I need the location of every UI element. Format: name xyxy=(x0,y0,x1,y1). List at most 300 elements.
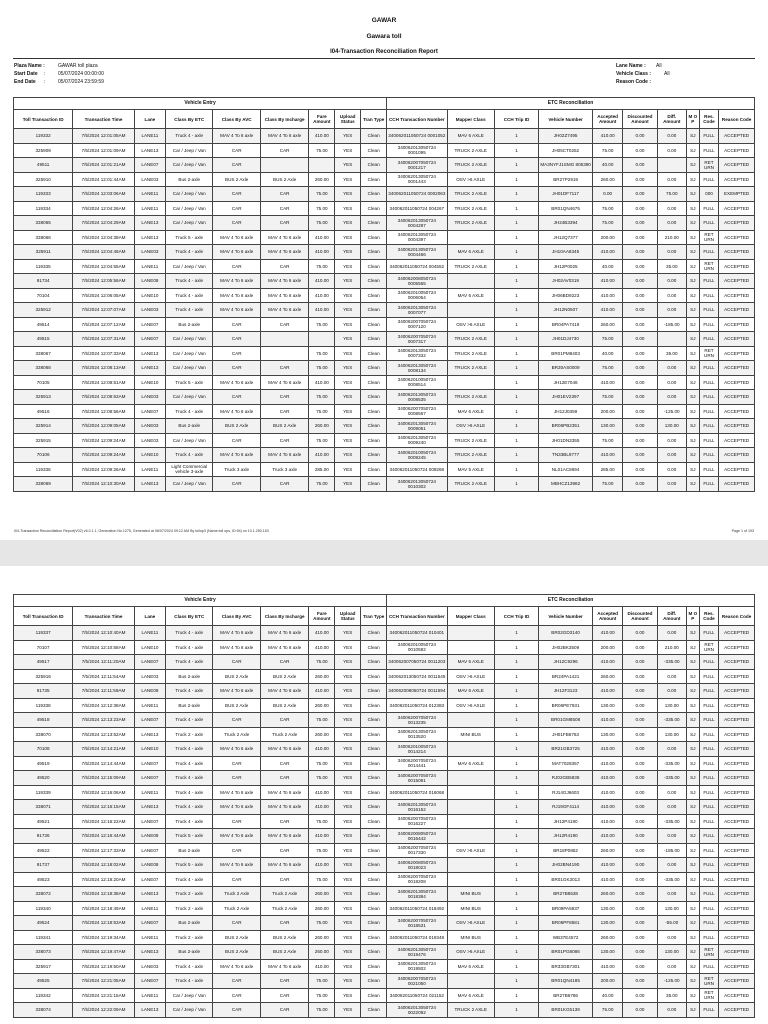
cell-class-by-incharge: CAR xyxy=(260,872,309,887)
cell-diff-amount: 0.00 xyxy=(657,829,686,844)
cell-lane: LANE03 xyxy=(134,669,165,684)
cell-mapper-class: TRUCK 2 AXLE xyxy=(447,361,494,376)
cell-upload-status: YES xyxy=(335,669,361,684)
cell-diff-amount: -335.00 xyxy=(657,655,686,670)
cell-upload-status: YES xyxy=(335,872,361,887)
cell-mop: SJ xyxy=(686,172,699,187)
cell-class-by-avc: CAR xyxy=(213,332,260,347)
cell-class-by-avc: MAV 4 To 6 axle xyxy=(213,640,260,655)
cell-fare-amount: 75.00 xyxy=(309,433,335,448)
cell-cch-trip-id: 1 xyxy=(494,655,538,670)
group-etc-reconciliation: ETC Reconciliation xyxy=(387,98,755,110)
cell-upload-status: YES xyxy=(335,713,361,728)
cell-discounted-amount: 0.00 xyxy=(623,988,658,1003)
cell-lane: LANE10 xyxy=(134,448,165,463)
cell-mapper-class xyxy=(447,872,494,887)
cell-accepted-amount: 200.00 xyxy=(593,974,623,989)
transaction-table-page-2 xyxy=(13,594,755,1018)
col-header-res-code: Res. Code xyxy=(699,607,718,626)
table-row xyxy=(14,916,755,931)
cell-fare-amount: 410.00 xyxy=(309,626,335,641)
cell-mapper-class: MINI BUS xyxy=(447,727,494,742)
cell-lane: LANE07 xyxy=(134,771,165,786)
cell-accepted-amount: 260.00 xyxy=(593,930,623,945)
cell-lane: LANE03 xyxy=(134,172,165,187)
cell-class-by-etc: Light Commercial vehicle 3-axle xyxy=(166,462,213,477)
cell-upload-status: YES xyxy=(335,346,361,361)
cell-discounted-amount: 0.00 xyxy=(623,390,658,405)
cell-upload-status: YES xyxy=(335,988,361,1003)
cell-reason-code: ACCEPTED xyxy=(719,858,755,873)
cell-discounted-amount: 0.00 xyxy=(623,259,658,274)
cell-mop: SJ xyxy=(686,317,699,332)
cell-mapper-class: MAV 5 AXLE xyxy=(447,462,494,477)
table-row xyxy=(14,216,755,231)
table-row xyxy=(14,698,755,713)
cell-diff-amount: 130.00 xyxy=(657,698,686,713)
cell-lane: LANE11 xyxy=(134,901,165,916)
cell-class-by-etc: Car / Jeep / Van xyxy=(166,1003,213,1018)
cell-mop: SJ xyxy=(686,361,699,376)
table-row xyxy=(14,288,755,303)
cell-class-by-avc: CAR xyxy=(213,843,260,858)
cell-tran-type: Clean xyxy=(361,332,387,347)
cell-upload-status: YES xyxy=(335,361,361,376)
cell-lane: LANE11 xyxy=(134,129,165,144)
cell-discounted-amount: 0.00 xyxy=(623,303,658,318)
cell-transaction-time: 7/5/2024 12:18:53AM xyxy=(73,916,134,931)
table-row xyxy=(14,640,755,655)
cell-discounted-amount: 0.00 xyxy=(623,843,658,858)
cell-accepted-amount: 410.00 xyxy=(593,626,623,641)
cell-vehicle-number: BR30AS0009 xyxy=(539,361,593,376)
cell-res-code: FULL xyxy=(699,669,718,684)
cell-mapper-class: TRUCK 2 AXLE xyxy=(447,187,494,202)
cell-toll-transaction-id: 119338 xyxy=(14,698,73,713)
cell-lane: LANE03 xyxy=(134,433,165,448)
cell-tran-type: Clean xyxy=(361,626,387,641)
cell-discounted-amount: 0.00 xyxy=(623,419,658,434)
cell-diff-amount: 0.00 xyxy=(657,477,686,492)
cell-reason-code: ACCEPTED xyxy=(719,829,755,844)
table-row xyxy=(14,887,755,902)
cell-diff-amount: -185.00 xyxy=(657,843,686,858)
cell-accepted-amount: 410.00 xyxy=(593,448,623,463)
cell-res-code: FULL xyxy=(699,901,718,916)
cell-discounted-amount: 0.00 xyxy=(623,640,658,655)
cell-class-by-etc: Truck 4 - axle xyxy=(166,245,213,260)
cell-class-by-incharge: BUS 2 Axle xyxy=(260,172,309,187)
cell-cch-transaction-number: 340062011050724 018492 xyxy=(387,901,447,916)
cell-class-by-avc: MAV 4 To 6 axle xyxy=(213,800,260,815)
cell-transaction-time: 7/5/2024 12:10:40AM xyxy=(73,626,134,641)
vclass-label: Vehicle Class : xyxy=(616,71,652,77)
cell-class-by-incharge: CAR xyxy=(260,713,309,728)
cell-class-by-avc: CAR xyxy=(213,756,260,771)
cell-toll-transaction-id: 325913 xyxy=(14,390,73,405)
cell-cch-transaction-number: 340062007050724 0016227 xyxy=(387,814,447,829)
cell-class-by-incharge: CAR xyxy=(260,988,309,1003)
report-params-left xyxy=(14,62,104,86)
cell-class-by-incharge: MAV 4 To 6 axle xyxy=(260,274,309,289)
cell-discounted-amount: 0.00 xyxy=(623,800,658,815)
cell-toll-transaction-id: 119333 xyxy=(14,187,73,202)
cell-toll-transaction-id: 49516 xyxy=(14,404,73,419)
cell-mop: SJ xyxy=(686,216,699,231)
cell-cch-trip-id: 1 xyxy=(494,274,538,289)
cell-res-code: RET URN xyxy=(699,158,718,173)
cell-upload-status: YES xyxy=(335,858,361,873)
plaza-value: GAWAR toll plaza xyxy=(58,63,98,69)
cell-upload-status: YES xyxy=(335,216,361,231)
cell-diff-amount: 0.00 xyxy=(657,288,686,303)
cell-reason-code: ACCEPTED xyxy=(719,477,755,492)
cell-res-code: FULL xyxy=(699,771,718,786)
cell-class-by-incharge: CAR xyxy=(260,404,309,419)
cell-mapper-class: OSV >6 AXLE xyxy=(447,317,494,332)
cell-accepted-amount: 130.00 xyxy=(593,727,623,742)
cell-diff-amount: 0.00 xyxy=(657,626,686,641)
cell-vehicle-number: BR06PE7931 xyxy=(539,698,593,713)
cell-reason-code: ACCEPTED xyxy=(719,843,755,858)
cell-toll-transaction-id: 70108 xyxy=(14,742,73,757)
cell-class-by-incharge: CAR xyxy=(260,317,309,332)
cell-vehicle-number: RJ02GB5838 xyxy=(539,771,593,786)
cell-vehicle-number: BR21GB3725 xyxy=(539,742,593,757)
cell-vehicle-number: JH12E7046 xyxy=(539,375,593,390)
col-header-mop: M O P xyxy=(686,607,699,626)
cell-diff-amount: -125.00 xyxy=(657,974,686,989)
cell-accepted-amount: 260.00 xyxy=(593,172,623,187)
cell-upload-status: YES xyxy=(335,245,361,260)
cell-lane: LANE13 xyxy=(134,945,165,960)
cell-upload-status: YES xyxy=(335,742,361,757)
cell-accepted-amount: 410.00 xyxy=(593,959,623,974)
cell-fare-amount: 410.00 xyxy=(309,288,335,303)
cell-class-by-incharge: MAV 4 To 6 axle xyxy=(260,785,309,800)
cell-tran-type: Clean xyxy=(361,640,387,655)
cell-cch-transaction-number: 340062010050724 0009245 xyxy=(387,448,447,463)
cell-vehicle-number: BR33GB7301 xyxy=(539,959,593,974)
col-header-transaction-time: Transaction Time xyxy=(73,607,134,626)
cell-cch-transaction-number: 340062013050724 0011545 xyxy=(387,669,447,684)
cell-lane: LANE03 xyxy=(134,419,165,434)
cell-accepted-amount: 75.00 xyxy=(593,1003,623,1018)
cell-class-by-etc: Car / Jeep / Van xyxy=(166,201,213,216)
cell-class-by-avc: MAV 4 To 6 axle xyxy=(213,404,260,419)
cell-class-by-etc: Truck 2 - axle xyxy=(166,930,213,945)
cell-upload-status: YES xyxy=(335,187,361,202)
cell-class-by-etc: Bus 2-axle xyxy=(166,698,213,713)
cell-reason-code: ACCEPTED xyxy=(719,698,755,713)
cell-accepted-amount: 75.00 xyxy=(593,433,623,448)
cell-fare-amount: 75.00 xyxy=(309,843,335,858)
cell-cch-transaction-number: 340062013050724 0007332 xyxy=(387,346,447,361)
cell-res-code: FULL xyxy=(699,216,718,231)
cell-class-by-incharge xyxy=(260,346,309,361)
cell-mapper-class: MAV 6 AXLE xyxy=(447,245,494,260)
cell-accepted-amount: 410.00 xyxy=(593,785,623,800)
cell-class-by-etc: Car / Jeep / Van xyxy=(166,158,213,173)
cell-cch-transaction-number: 340062011050724 0002063 xyxy=(387,187,447,202)
cell-upload-status: YES xyxy=(335,419,361,434)
cell-toll-transaction-id: 119335 xyxy=(14,259,73,274)
cell-res-code: FULL xyxy=(699,419,718,434)
cell-transaction-time: 7/5/2024 12:11:54AM xyxy=(73,669,134,684)
cell-tran-type: Clean xyxy=(361,771,387,786)
lane-label: Lane Name : xyxy=(616,63,646,69)
cell-tran-type: Clean xyxy=(361,158,387,173)
cell-transaction-time: 7/5/2024 12:13:23AM xyxy=(73,713,134,728)
cell-mop: SJ xyxy=(686,901,699,916)
table-row xyxy=(14,742,755,757)
cell-diff-amount: 130.00 xyxy=(657,419,686,434)
cell-cch-trip-id: 1 xyxy=(494,829,538,844)
cell-vehicle-number: JH12Q7377 xyxy=(539,230,593,245)
cell-tran-type: Clean xyxy=(361,814,387,829)
cell-res-code: RET URN xyxy=(699,640,718,655)
cell-res-code: FULL xyxy=(699,361,718,376)
cell-diff-amount: 0.00 xyxy=(657,361,686,376)
cell-lane: LANE03 xyxy=(134,245,165,260)
cell-discounted-amount: 0.00 xyxy=(623,317,658,332)
cell-tran-type: Clean xyxy=(361,419,387,434)
cell-reason-code: EXEMPTED xyxy=(719,187,755,202)
cell-fare-amount: 75.00 xyxy=(309,216,335,231)
org-name: GAWAR xyxy=(371,17,397,24)
cell-tran-type: Clean xyxy=(361,187,387,202)
cell-diff-amount: 0.00 xyxy=(657,800,686,815)
cell-discounted-amount: 0.00 xyxy=(623,785,658,800)
cell-res-code: FULL xyxy=(699,887,718,902)
cell-toll-transaction-id: 325912 xyxy=(14,303,73,318)
cell-class-by-incharge: MAV 4 To 6 axle xyxy=(260,684,309,699)
cell-tran-type: Clean xyxy=(361,988,387,1003)
cell-lane: LANE08 xyxy=(134,684,165,699)
cell-cch-trip-id: 1 xyxy=(494,669,538,684)
cell-diff-amount: 0.00 xyxy=(657,462,686,477)
cell-class-by-incharge: MAV 4 To 6 axle xyxy=(260,829,309,844)
cell-toll-transaction-id: 325917 xyxy=(14,959,73,974)
cell-diff-amount: 130.00 xyxy=(657,945,686,960)
cell-class-by-avc: Truck 2 Axle xyxy=(213,727,260,742)
cell-reason-code: ACCEPTED xyxy=(719,216,755,231)
cell-toll-transaction-id: 91736 xyxy=(14,829,73,844)
cell-tran-type: Clean xyxy=(361,800,387,815)
cell-cch-trip-id: 1 xyxy=(494,974,538,989)
table-row xyxy=(14,129,755,144)
cell-class-by-incharge: Truck 2 Axle xyxy=(260,727,309,742)
cell-discounted-amount: 0.00 xyxy=(623,727,658,742)
cell-res-code: FULL xyxy=(699,829,718,844)
cell-tran-type: Clean xyxy=(361,230,387,245)
cell-discounted-amount: 0.00 xyxy=(623,404,658,419)
cell-upload-status: YES xyxy=(335,390,361,405)
cell-mapper-class: OSV >6 AXLE xyxy=(447,172,494,187)
cell-fare-amount: 260.00 xyxy=(309,901,335,916)
cell-res-code: FULL xyxy=(699,303,718,318)
cell-reason-code: ACCEPTED xyxy=(719,390,755,405)
cell-fare-amount: 75.00 xyxy=(309,974,335,989)
cell-cch-transaction-number: 340062013050724 0019476 xyxy=(387,945,447,960)
table-row xyxy=(14,187,755,202)
cell-tran-type: Clean xyxy=(361,143,387,158)
cell-class-by-etc: Truck 2 - axle xyxy=(166,727,213,742)
cell-reason-code: ACCEPTED xyxy=(719,713,755,728)
cell-cch-trip-id: 1 xyxy=(494,814,538,829)
cell-transaction-time: 7/5/2024 12:22:09AM xyxy=(73,1003,134,1018)
cell-class-by-etc: Truck 4 - axle xyxy=(166,814,213,829)
cell-transaction-time: 7/5/2024 12:09:24AM xyxy=(73,448,134,463)
cell-mapper-class xyxy=(447,829,494,844)
col-header-lane: Lane xyxy=(134,607,165,626)
cell-vehicle-number: BR06PB2351 xyxy=(539,419,593,434)
cell-fare-amount: 410.00 xyxy=(309,640,335,655)
cell-mapper-class: OSV >6 AXLE xyxy=(447,843,494,858)
cell-accepted-amount: 40.00 xyxy=(593,259,623,274)
cell-vehicle-number: BR01QN4185 xyxy=(539,974,593,989)
cell-accepted-amount: 410.00 xyxy=(593,245,623,260)
cell-mapper-class: MAV 6 AXLE xyxy=(447,404,494,419)
cell-class-by-avc: MAV 4 To 6 axle xyxy=(213,959,260,974)
cell-class-by-etc: Bus 2-axle xyxy=(166,317,213,332)
col-header-vehicle-number: Vehicle Number xyxy=(539,110,593,129)
cell-cch-trip-id: 1 xyxy=(494,216,538,231)
cell-discounted-amount: 0.00 xyxy=(623,771,658,786)
cell-transaction-time: 7/5/2024 12:01:09AM xyxy=(73,143,134,158)
cell-transaction-time: 7/5/2024 12:18:20AM xyxy=(73,872,134,887)
reason-label: Reason Code : xyxy=(616,79,652,85)
cell-lane: LANE13 xyxy=(134,887,165,902)
cell-fare-amount: 75.00 xyxy=(309,771,335,786)
cell-cch-transaction-number: 340062007050724 0018208 xyxy=(387,872,447,887)
cell-cch-transaction-number: 340062011050724 016068 xyxy=(387,785,447,800)
cell-class-by-etc: Truck 4 - axle xyxy=(166,655,213,670)
cell-toll-transaction-id: 338069 xyxy=(14,477,73,492)
cell-reason-code: ACCEPTED xyxy=(719,771,755,786)
cell-class-by-avc: BUS 2 Axle xyxy=(213,172,260,187)
cell-reason-code: ACCEPTED xyxy=(719,800,755,815)
cell-class-by-avc: BUS 2 Axle xyxy=(213,945,260,960)
cell-res-code: FULL xyxy=(699,404,718,419)
cell-vehicle-number: JH10AA8345 xyxy=(539,245,593,260)
cell-cch-transaction-number: 340062013050724 0016152 xyxy=(387,800,447,815)
cell-fare-amount: 260.00 xyxy=(309,698,335,713)
cell-class-by-avc: MAV 4 To 6 axle xyxy=(213,245,260,260)
cell-vehicle-number: BR24PA1421 xyxy=(539,669,593,684)
cell-cch-trip-id: 1 xyxy=(494,843,538,858)
cell-class-by-etc: Truck 4 - axle xyxy=(166,448,213,463)
cell-toll-transaction-id: 49522 xyxy=(14,843,73,858)
cell-tran-type: Clean xyxy=(361,361,387,376)
cell-accepted-amount: 40.00 xyxy=(593,158,623,173)
cell-class-by-etc: Truck 4 - axle xyxy=(166,959,213,974)
cell-mapper-class: TRUCK 2 AXLE xyxy=(447,259,494,274)
cell-accepted-amount: 410.00 xyxy=(593,288,623,303)
cell-cch-transaction-number: 340062011050724 012383 xyxy=(387,698,447,713)
cell-mapper-class: MAV 6 AXLE xyxy=(447,959,494,974)
cell-class-by-etc: Truck 4 - axle xyxy=(166,742,213,757)
cell-discounted-amount: 0.00 xyxy=(623,433,658,448)
cell-diff-amount: 0.00 xyxy=(657,245,686,260)
cell-cch-trip-id: 1 xyxy=(494,375,538,390)
cell-fare-amount: 260.00 xyxy=(309,419,335,434)
cell-mop: SJ xyxy=(686,887,699,902)
cell-res-code: 000 xyxy=(699,187,718,202)
cell-fare-amount: 410.00 xyxy=(309,274,335,289)
cell-lane: LANE13 xyxy=(134,727,165,742)
cell-class-by-etc: Car / Jeep / Van xyxy=(166,259,213,274)
cell-diff-amount: -335.00 xyxy=(657,814,686,829)
cell-mop: SJ xyxy=(686,800,699,815)
cell-tran-type: Clean xyxy=(361,974,387,989)
cell-class-by-incharge: CAR xyxy=(260,259,309,274)
cell-mapper-class xyxy=(447,785,494,800)
cell-transaction-time: 7/5/2024 12:04:55AM xyxy=(73,259,134,274)
cell-fare-amount: 285.00 xyxy=(309,462,335,477)
cell-tran-type: Clean xyxy=(361,346,387,361)
cell-upload-status: YES xyxy=(335,916,361,931)
end-sep: : xyxy=(44,79,46,85)
cell-fare-amount: 75.00 xyxy=(309,655,335,670)
cell-vehicle-number: JH12F3123 xyxy=(539,684,593,699)
cell-mop: SJ xyxy=(686,930,699,945)
cell-upload-status: YES xyxy=(335,829,361,844)
table-row xyxy=(14,684,755,699)
col-header-toll-transaction-id: Toll Transaction ID xyxy=(14,110,73,129)
cell-discounted-amount: 0.00 xyxy=(623,274,658,289)
table-row xyxy=(14,230,755,245)
cell-toll-transaction-id: 49517 xyxy=(14,655,73,670)
cell-mop: SJ xyxy=(686,259,699,274)
cell-mop: SJ xyxy=(686,858,699,873)
cell-class-by-etc: Truck 4 - axle xyxy=(166,800,213,815)
cell-upload-status: YES xyxy=(335,288,361,303)
cell-class-by-avc: CAR xyxy=(213,713,260,728)
cell-vehicle-number: MAT7028357 xyxy=(539,756,593,771)
cell-cch-trip-id: 1 xyxy=(494,317,538,332)
cell-cch-transaction-number: 340062013050724 0008134 xyxy=(387,361,447,376)
table-row xyxy=(14,245,755,260)
cell-class-by-etc: Car / Jeep / Van xyxy=(166,187,213,202)
cell-class-by-etc: Truck 2 - axle xyxy=(166,887,213,902)
cell-vehicle-number: TN33BL9777 xyxy=(539,448,593,463)
cell-class-by-etc: Truck 2 - axle xyxy=(166,901,213,916)
cell-res-code: FULL xyxy=(699,930,718,945)
cell-discounted-amount: 0.00 xyxy=(623,858,658,873)
cell-accepted-amount: 410.00 xyxy=(593,655,623,670)
cell-tran-type: Clean xyxy=(361,684,387,699)
cell-reason-code: ACCEPTED xyxy=(719,1003,755,1018)
cell-cch-trip-id: 1 xyxy=(494,785,538,800)
table-row xyxy=(14,785,755,800)
cell-discounted-amount: 0.00 xyxy=(623,916,658,931)
cell-lane: LANE07 xyxy=(134,404,165,419)
cell-transaction-time: 7/5/2024 12:13:52AM xyxy=(73,727,134,742)
cell-lane: LANE13 xyxy=(134,361,165,376)
col-header-discounted-amount: Discounted Amount xyxy=(623,607,658,626)
table-row xyxy=(14,858,755,873)
cell-accepted-amount: 130.00 xyxy=(593,901,623,916)
cell-class-by-incharge: CAR xyxy=(260,433,309,448)
cell-mapper-class: TRUCK 2 AXLE xyxy=(447,448,494,463)
cell-cch-trip-id: 1 xyxy=(494,1003,538,1018)
cell-class-by-etc: Car / Jeep / Van xyxy=(166,390,213,405)
cell-tran-type: Clean xyxy=(361,201,387,216)
table-row xyxy=(14,448,755,463)
cell-transaction-time: 7/5/2024 12:10:30AM xyxy=(73,477,134,492)
cell-mop: SJ xyxy=(686,756,699,771)
